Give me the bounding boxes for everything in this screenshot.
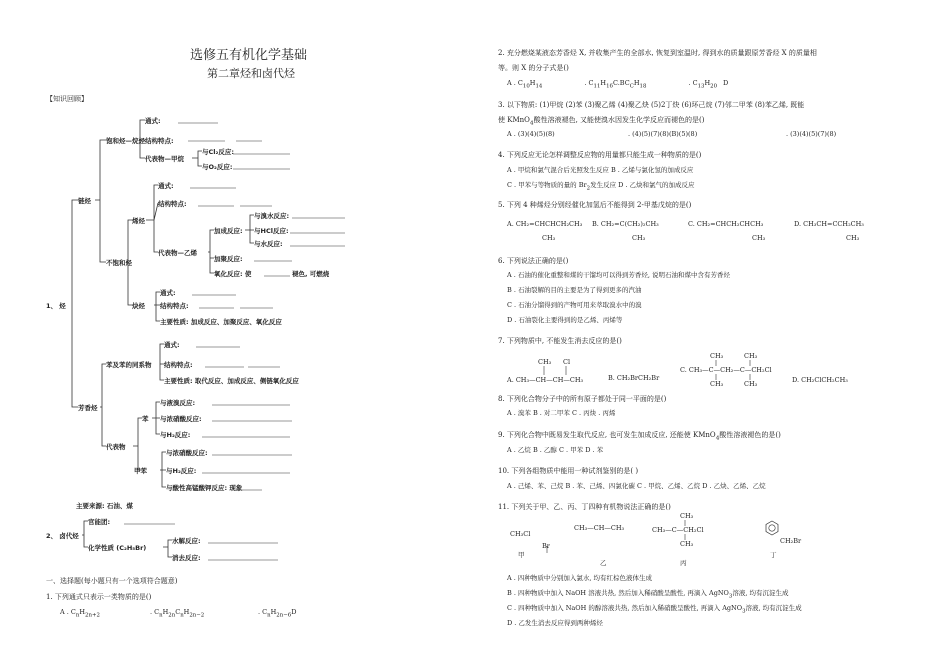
tree-unsaturated: 不饱和烃 bbox=[106, 259, 132, 267]
tree-liquid-br: 与液溴反应: bbox=[160, 399, 196, 407]
tree-alkyne-props: 主要性质: 加成反应、加聚反应、氧化反应 bbox=[160, 318, 282, 326]
q5-sub-d: CH₃ bbox=[846, 234, 860, 242]
q7-option-b: B. CH₂BrCH₂Br bbox=[608, 374, 660, 382]
tree-nitric: 与浓硝酸反应: bbox=[160, 415, 202, 423]
q11-label-yi: 乙 bbox=[600, 559, 607, 567]
q1-option-b: . $C_nH_{2n}C_nH_{2n-2}$ bbox=[150, 608, 205, 619]
tree-source: 主要来源: 石油、煤 bbox=[76, 502, 133, 510]
q11-option-b: B . 四种物质中加入 NaOH 溶液共热, 然后加入稀硝酸呈酸性, 再滴入 AgNO$_3$溶液, 均有沉淀生成 bbox=[507, 589, 789, 600]
q6-option-d: D . 石油裂化主要得到的是乙烯、丙烯等 bbox=[507, 316, 623, 324]
question-6: 6. 下列说法正确的是() bbox=[498, 257, 569, 265]
tree-nitric: 与浓硝酸反应: bbox=[166, 449, 208, 457]
question-9: 9. 下列化合物中既易发生取代反应, 也可发生加成反应, 还能使 KMnO$_4$酸性溶液褪色的是() bbox=[498, 431, 781, 442]
question-4: 4. 下列反应无论怎样调整反应物的用量都只能生成一种物质的是() bbox=[498, 151, 702, 159]
tree-elimination: 消去反应: bbox=[172, 554, 201, 562]
q7-option-a: A. CH₃—CH—CH—CH₃ bbox=[507, 376, 584, 384]
question-3-cont: 使 KMnO$_4$酸性溶液褪色, 又能使溴水因发生化学反应而褪色的是() bbox=[498, 116, 705, 127]
review-label: 【知识回顾】 bbox=[46, 95, 88, 103]
q4-option-cd: C . 甲苯与等物质的量的 $Br_2$发生反应 D . 乙炔和氯气的加成反应 bbox=[507, 181, 695, 192]
q7-top-cl: Cl bbox=[563, 358, 571, 366]
q7-c-bot1: CH₃ bbox=[710, 380, 724, 388]
q11-label-bing: 丙 bbox=[680, 559, 687, 567]
tree-general-formula: 通式: bbox=[164, 341, 180, 349]
tree-representative: 代表物 bbox=[106, 443, 126, 451]
q3-option-a: A . (3)(4)(5)(8) bbox=[507, 130, 555, 138]
tree-struct-feature: 结构特点: bbox=[158, 200, 187, 208]
tree-general-formula: 通式: bbox=[158, 182, 174, 190]
q11-struct-ding: CH₂Br bbox=[780, 537, 802, 545]
q5-sub-b: CH₃ bbox=[632, 234, 646, 242]
q6-option-a: A . 石油的催化重整和煤的干馏均可以得到芳香烃, 说明石油和煤中含有芳香烃 bbox=[507, 271, 731, 279]
tree-saturated: 饱和烃—烷烃 bbox=[106, 137, 145, 145]
q8-options: A . 溴苯 B . 对二甲苯 C . 丙炔 . 丙烯 bbox=[507, 409, 616, 417]
question-11: 11. 下列关于甲、乙、丙、丁四种有机物说法正确的是() bbox=[498, 503, 671, 511]
tree-root-hydrocarbon: 1、 烃 bbox=[46, 302, 66, 310]
tree-haloalkane: 2、 卤代烃 bbox=[46, 532, 79, 540]
tree-br-water: 与溴水反应: bbox=[254, 212, 290, 220]
tree-methane: 代表物—甲烷 bbox=[145, 155, 184, 163]
tree-benzene-props: 主要性质: 取代反应、加成反应、侧链氧化反应 bbox=[164, 377, 299, 385]
tree-struct-feature: 结构特点: bbox=[164, 361, 193, 369]
q5-option-b: B. CH₂=C(CH₂)₂CH₃ bbox=[592, 220, 659, 228]
q7-top-ch3: CH₃ bbox=[538, 358, 552, 366]
tree-oxidation: 氧化反应: 使 bbox=[214, 270, 252, 278]
q7-option-c: C. CH₃—C—CH₂—C—CH₂Cl bbox=[680, 366, 772, 374]
q11-struct-yi: CH₃—CH—CH₃ bbox=[574, 524, 625, 532]
tree-addition: 加成反应: bbox=[214, 227, 243, 235]
q11-option-a: A . 四种物质中分别加入氯水, 均有红棕色液体生成 bbox=[507, 574, 653, 582]
q11-label-ding: 丁 bbox=[770, 551, 777, 559]
q7-option-d: D. CH₂ClCH₂CH₃ bbox=[792, 376, 848, 384]
q7-c-top1: CH₃ bbox=[710, 352, 724, 360]
q11-struct-jia: CH₃Cl bbox=[510, 530, 531, 538]
q5-option-c: C. CH₂=CHCH₂CHCH₃ bbox=[688, 220, 764, 228]
tree-kmno4: 与酸性高锰酸钾反应: 现象 bbox=[166, 484, 243, 492]
tree-alkyne: 炔烃 bbox=[132, 302, 145, 310]
question-1: 1. 下列通式只表示一类物质的是() bbox=[46, 593, 152, 601]
q11-option-c: C . 四种物质中加入 NaOH 的醇溶液共热, 然后加入稀硝酸呈酸性, 再滴入 AgNO$_3$溶液, 均有沉淀生成 bbox=[507, 604, 802, 615]
question-2: 2. 充分燃烧某液态芳香烃 X, 并收集产生的全部水, 恢复到室温时, 得到水的质量跟原芳香烃 X 的质量相 bbox=[498, 49, 817, 57]
tree-chem-prop: 化学性质 (C₂H₅Br) bbox=[88, 544, 147, 552]
page-title: 选修五有机化学基础 bbox=[190, 48, 308, 63]
q2-options: A . $C_{10}H_{14}$ . $C_{11}H_{16}C.BC_CH_{18}$ . $C_{13}H_{20}$ D bbox=[507, 79, 729, 90]
q5-option-d: D. CH₃CH=CCH₂CH₃ bbox=[794, 220, 864, 228]
q4-option-ab: A . 甲烷和氯气混合后光照发生反应 B . 乙烯与氯化氢的加成反应 bbox=[507, 166, 694, 174]
q5-option-a: A. CH₂=CHCHCH₂CH₃ bbox=[507, 220, 583, 228]
q6-option-c: C . 石油分馏得到的产物可用来萃取溴水中的溴 bbox=[507, 301, 642, 309]
tree-water: 与水反应: bbox=[254, 240, 283, 248]
tree-polymerization: 加聚反应: bbox=[214, 255, 243, 263]
tree-general-formula: 通式: bbox=[160, 289, 176, 297]
tree-toluene: 甲苯 bbox=[134, 467, 147, 475]
q3-option-bc: . (4)(5)(7)(8)(B)(5)(8) bbox=[628, 130, 698, 138]
q1-option-d: . $C_nH_{2n-6}D$ bbox=[258, 608, 297, 619]
tree-func-group: 官能团: bbox=[88, 518, 111, 526]
tree-struct-feature: 结构特点: bbox=[145, 137, 174, 145]
benzene-ring-icon bbox=[764, 520, 778, 534]
tree-benzene-series: 苯及苯的同系物 bbox=[106, 361, 152, 369]
q11-struct-bing-bot: CH₃ bbox=[680, 540, 694, 548]
question-2-cont: 等。则 X 的分子式是() bbox=[498, 64, 569, 72]
q9-options: A . 乙烷 B . 乙醇 C . 甲苯 D . 苯 bbox=[507, 446, 604, 454]
q5-sub-a: CH₃ bbox=[542, 234, 556, 242]
question-10: 10. 下列各组物质中能用一种试剂鉴别的是( ) bbox=[498, 467, 639, 475]
q11-struct-bing-top: CH₃ bbox=[680, 512, 694, 520]
q6-option-b: B . 石油裂解的目的主要是为了得到更多的汽油 bbox=[507, 286, 642, 294]
q11-struct-yi-br: Br bbox=[542, 542, 550, 550]
question-7: 7. 下列物质中, 不能发生消去反应的是() bbox=[498, 337, 622, 345]
tree-hcl: 与HCl反应: bbox=[254, 227, 289, 235]
q5-sub-c: CH₃ bbox=[752, 234, 766, 242]
tree-chain-hydrocarbon: 链烃 bbox=[78, 197, 91, 205]
tree-oxidation-tail: 褪色, 可燃烧 bbox=[292, 270, 330, 278]
q11-struct-bing: CH₃—C—CH₂Cl bbox=[652, 526, 704, 534]
tree-ethylene: 代表物—乙烯 bbox=[158, 249, 197, 257]
tree-hydrolysis: 水解反应: bbox=[172, 537, 201, 545]
tree-general-formula: 通式: bbox=[145, 117, 161, 125]
tree-h2: 与H₂反应: bbox=[160, 431, 191, 439]
q10-options: A . 己烯、苯、己烷 B . 苯、己烯、四氯化碳 C . 甲烷、乙烯、乙烷 D . 乙炔、乙烯、乙烷 bbox=[507, 482, 766, 490]
tree-cl2-reaction: 与Cl₂反应: bbox=[202, 148, 234, 156]
tree-alkene: 烯烃 bbox=[132, 217, 145, 225]
tree-struct-feature: 结构特点: bbox=[160, 302, 189, 310]
tree-h2: 与H₂反应: bbox=[166, 467, 197, 475]
question-8: 8. 下列化合物分子中的所有原子都处于同一平面的是() bbox=[498, 395, 667, 403]
chapter-title: 第二章烃和卤代烃 bbox=[207, 67, 295, 80]
section-heading: 一、选择题(每小题只有一个选项符合题意) bbox=[46, 577, 178, 585]
q11-option-d: D . 乙发生消去反应得到两种烯烃 bbox=[507, 619, 603, 627]
tree-o2-reaction: 与O₂反应: bbox=[202, 163, 233, 171]
q7-c-top2: CH₃ bbox=[744, 352, 758, 360]
tree-benzene: 苯 bbox=[142, 415, 149, 423]
q11-label-jia: 甲 bbox=[518, 551, 525, 559]
question-5: 5. 下列 4 种烯烃分别经催化加氢后不能得到 2-甲基戊烷的是() bbox=[498, 201, 692, 209]
question-3: 3. 以下物质: (1)甲烷 (2)苯 (3)聚乙烯 (4)聚乙炔 (5)2丁炔 (6)环己烷 (7)邻二甲苯 (8)苯乙烯, 既能 bbox=[498, 101, 805, 109]
q3-option-d: . (3)(4)(5)(7)(8) bbox=[786, 130, 837, 138]
tree-aromatic: 芳香烃 bbox=[78, 404, 98, 412]
q1-option-a: A . $C_nH_{2n+2}$ bbox=[60, 608, 100, 619]
q7-c-bot2: CH₃ bbox=[744, 380, 758, 388]
